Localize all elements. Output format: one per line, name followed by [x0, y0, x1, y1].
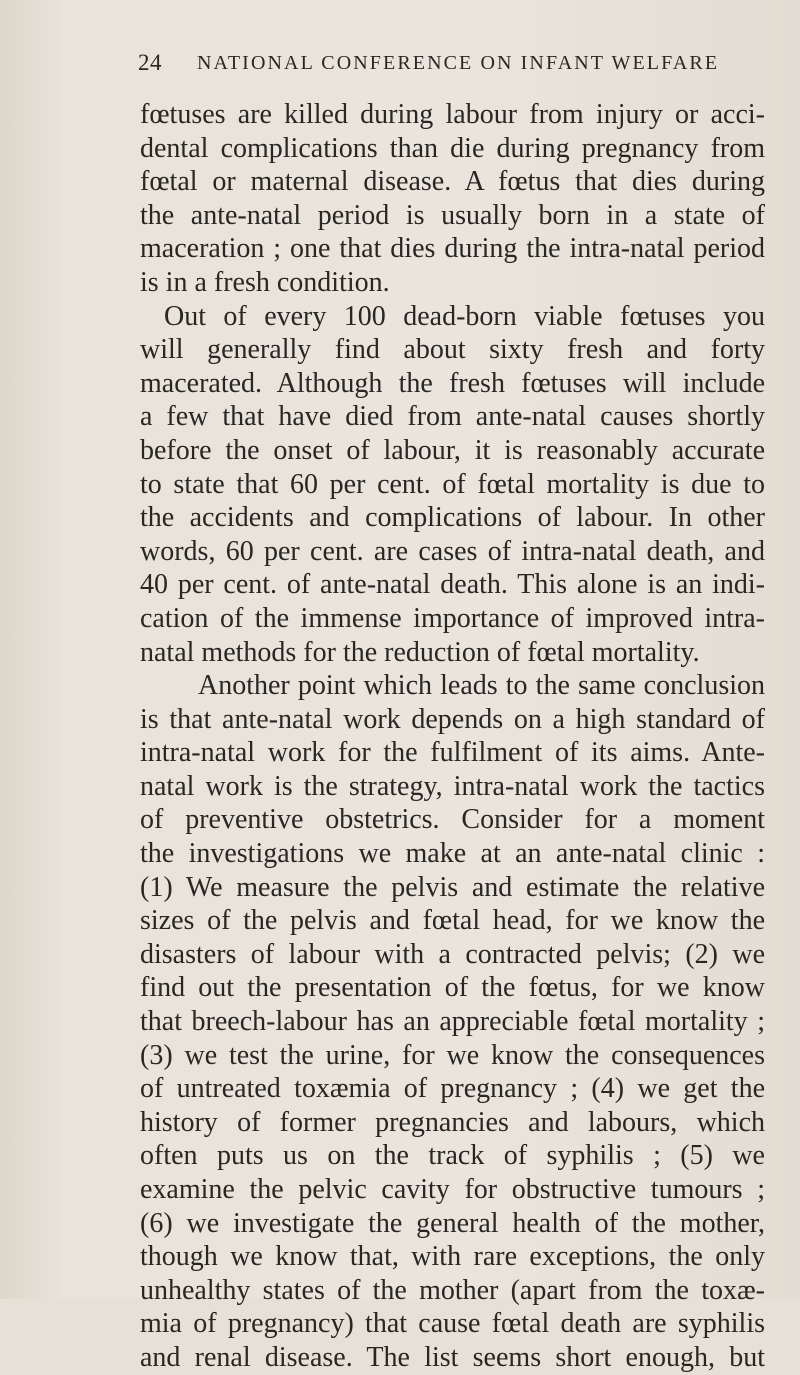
text-line: the accidents and complications of labour. In other	[140, 502, 765, 534]
text-line: disasters of labour with a contracted pelvis; (2) we	[140, 938, 765, 970]
text-line: before the onset of labour, it is reasonably accurate	[140, 434, 765, 466]
text-line: dental complications than die during pregnancy from	[140, 132, 765, 164]
text-line: of preventive obstetrics. Consider for a moment	[140, 804, 765, 836]
text-line: examine the pelvic cavity for obstructive tumours ;	[140, 1174, 765, 1205]
text-line: history of former pregnancies and labours, which	[140, 1106, 765, 1138]
text-line: natal work is the strategy, intra-natal work the tactics	[140, 770, 765, 802]
text-line: macerated. Although the fresh fœtuses will include	[140, 367, 765, 399]
text-line: often puts us on the track of syphilis ; (5) we	[140, 1140, 765, 1172]
text-line: maceration ; one that dies during the intra-natal period	[140, 233, 765, 265]
text-line: (3) we test the urine, for we know the consequences	[140, 1039, 765, 1071]
text-line: to state that 60 per cent. of fœtal mortality is due to	[140, 468, 765, 500]
text-line: and renal disease. The list seems short enough, but	[140, 1341, 765, 1373]
text-line: Another point which leads to the same conclusion	[198, 670, 765, 702]
text-line: though we know that, with rare exceptions, the only	[140, 1241, 765, 1273]
text-line: a few that have died from ante-natal causes shortly	[140, 401, 765, 433]
text-line: the investigations we make at an ante-natal clinic :	[140, 838, 765, 870]
text-line: mia of pregnancy) that cause fœtal death are syphilis	[140, 1308, 765, 1340]
text-line: (1) We measure the pelvis and estimate the relative	[140, 871, 765, 903]
text-line: of untreated toxæmia of pregnancy ; (4) we get the	[140, 1073, 765, 1105]
text-line: fœtuses are killed during labour from injury or acci-	[140, 99, 765, 130]
text-line: the ante-natal period is usually born in a state of	[140, 199, 765, 231]
text-line: words, 60 per cent. are cases of intra-natal death, and	[140, 535, 765, 567]
text-line: is that ante-natal work depends on a high standard of	[140, 703, 765, 735]
text-line: fœtal or maternal disease. A fœtus that dies during	[140, 166, 765, 198]
body-text	[140, 98, 790, 1375]
text-line: (6) we investigate the general health of the mother,	[140, 1207, 765, 1239]
text-line: intra-natal work for the fulfilment of its aims. Ante-	[140, 737, 765, 769]
text-line: will generally find about sixty fresh and forty	[140, 334, 765, 366]
text-line: Out of every 100 dead-born viable fœtuses you	[164, 300, 765, 332]
text-line: 40 per cent. of ante-natal death. This alone is an indi-	[140, 569, 765, 601]
text-line: find out the presentation of the fœtus, for we know	[140, 972, 765, 1004]
text-line: cation of the immense importance of improved intra-	[140, 602, 765, 634]
text-line: unhealthy states of the mother (apart from the toxæ-	[140, 1274, 765, 1306]
page-header	[138, 50, 738, 80]
text-line: that breech-labour has an appreciable fœtal mortality ;	[140, 1006, 765, 1038]
text-line: natal methods for the reduction of fœtal mortality.	[140, 636, 700, 668]
text-line: sizes of the pelvis and fœtal head, for we know the	[140, 905, 765, 937]
running-head: NATIONAL CONFERENCE ON INFANT WELFARE	[197, 52, 720, 74]
page-number: 24	[138, 50, 162, 75]
text-line: is in a fresh condition.	[140, 266, 390, 298]
